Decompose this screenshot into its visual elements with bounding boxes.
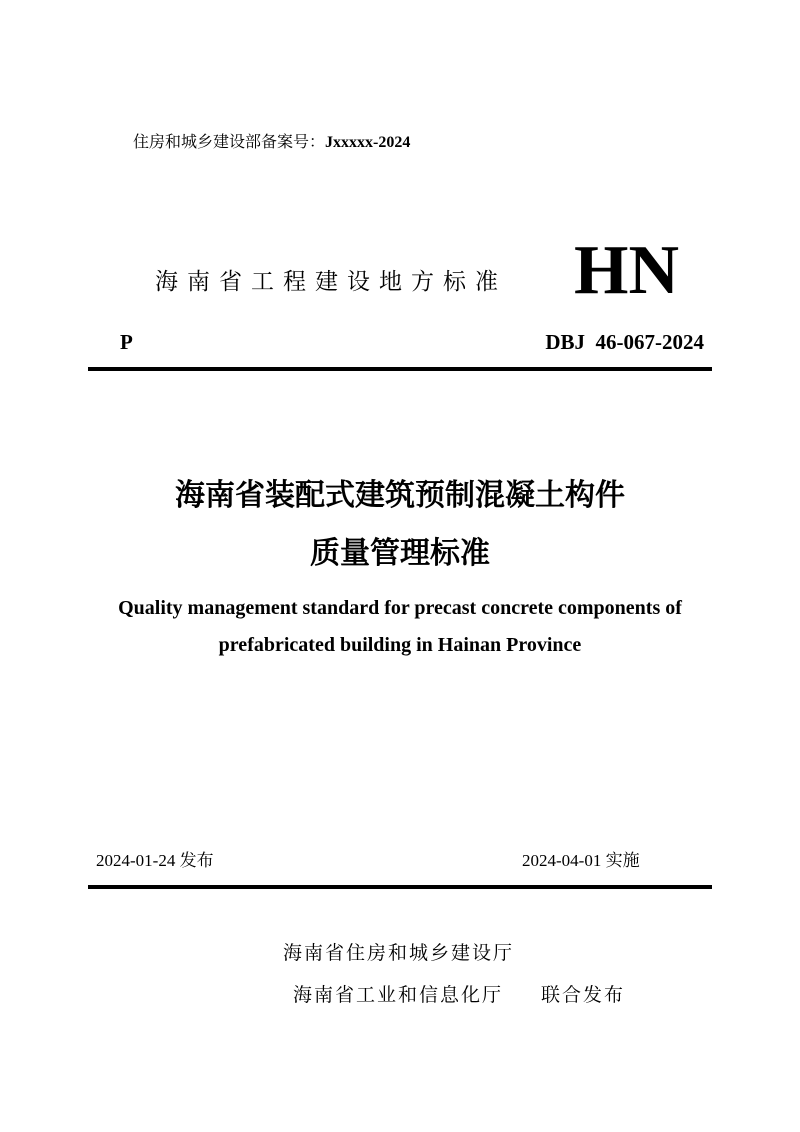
title-cn-line-1: 海南省装配式建筑预制混凝土构件 [175,478,625,513]
bottom-rule [88,885,712,889]
category-code: P [120,330,133,354]
joint-issue-label: 联合发布 [541,984,626,1006]
record-number [133,134,410,151]
issue-date-value: 2024-01-24 [96,851,176,870]
title-cn-line-2: 质量管理标准 [310,536,490,571]
title-en-line-1: Quality management standard for precast concrete components of [118,597,682,619]
title-en-line-2: prefabricated building in Hainan Province [218,634,582,656]
record-label: 住房和城乡建设部备案号： [133,132,326,151]
issue-date [96,852,214,870]
issuer-1: 海南省住房和城乡建设厅 [283,942,515,964]
issuer-2: 海南省工业和信息化厅 [293,984,504,1006]
standard-number: DBJ 46-067-2024 [545,330,704,354]
top-rule [88,367,712,371]
effective-date-value: 2024-04-01 [522,851,602,870]
region-code: HN [574,232,679,309]
effective-date [522,852,640,870]
effective-date-label: 实施 [605,851,640,871]
standard-type: 海南省工程建设地方标准 [155,269,507,295]
issue-date-label: 发布 [179,851,214,871]
record-value: Jxxxxx-2024 [325,134,411,151]
